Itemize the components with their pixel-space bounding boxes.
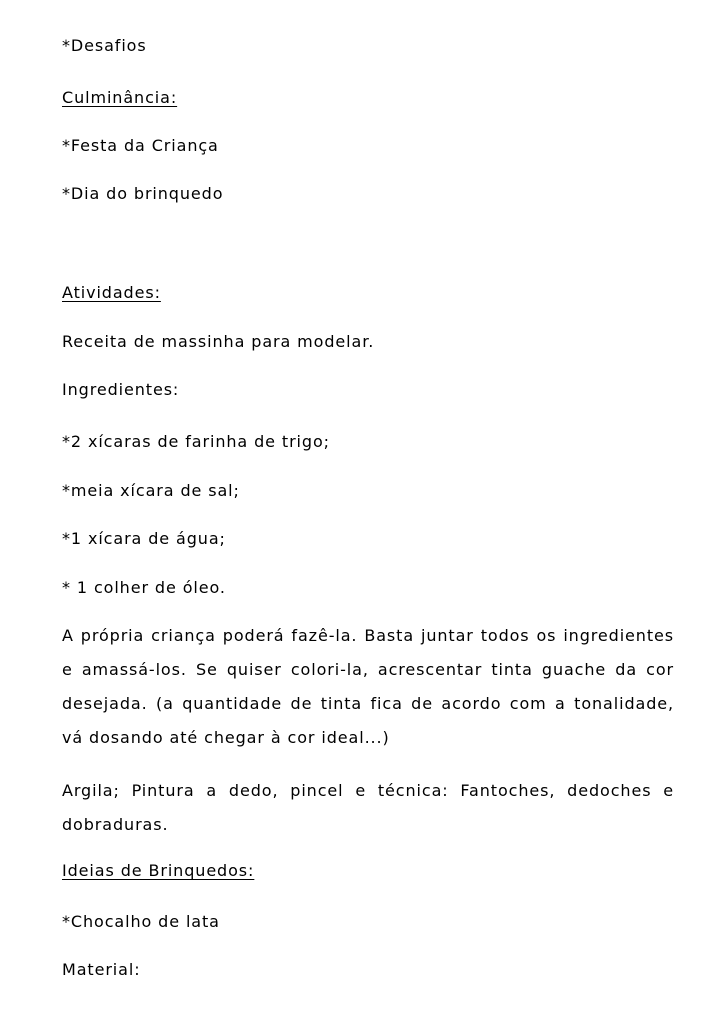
receita-line: Receita de massinha para modelar. <box>62 332 375 351</box>
festa-line: *Festa da Criança <box>62 136 219 155</box>
techniques-paragraph: Argila; Pintura a dedo, pincel e técnica: Fantoches, dedoches e dobraduras. <box>62 781 674 834</box>
ingredientes-heading: Ingredientes: <box>62 380 180 399</box>
material-heading: Material: <box>62 960 141 979</box>
ingredient-item: *meia xícara de sal; <box>62 481 240 500</box>
instructions-paragraph: A própria criança poderá fazê-la. Basta juntar todos os ingredientes e amassá-los. Se quiser colori-la, acrescentar tinta guache da cor desejada. (a quantidade de tinta fica de acordo com a tonalidade, vá dosando até chegar à cor ideal...) <box>62 626 674 747</box>
ingredient-item: * 1 colher de óleo. <box>62 578 226 597</box>
atividades-heading: Atividades: <box>62 283 161 302</box>
chocalho-line: *Chocalho de lata <box>62 912 220 931</box>
culminancia-heading: Culminância: <box>62 88 178 107</box>
desafios-line: *Desafios <box>62 36 147 55</box>
ingredient-item: *1 xícara de água; <box>62 529 226 548</box>
dia-brinquedo-line: *Dia do brinquedo <box>62 184 224 203</box>
ingredient-item: *2 xícaras de farinha de trigo; <box>62 432 330 451</box>
ideias-heading: Ideias de Brinquedos: <box>62 861 255 880</box>
